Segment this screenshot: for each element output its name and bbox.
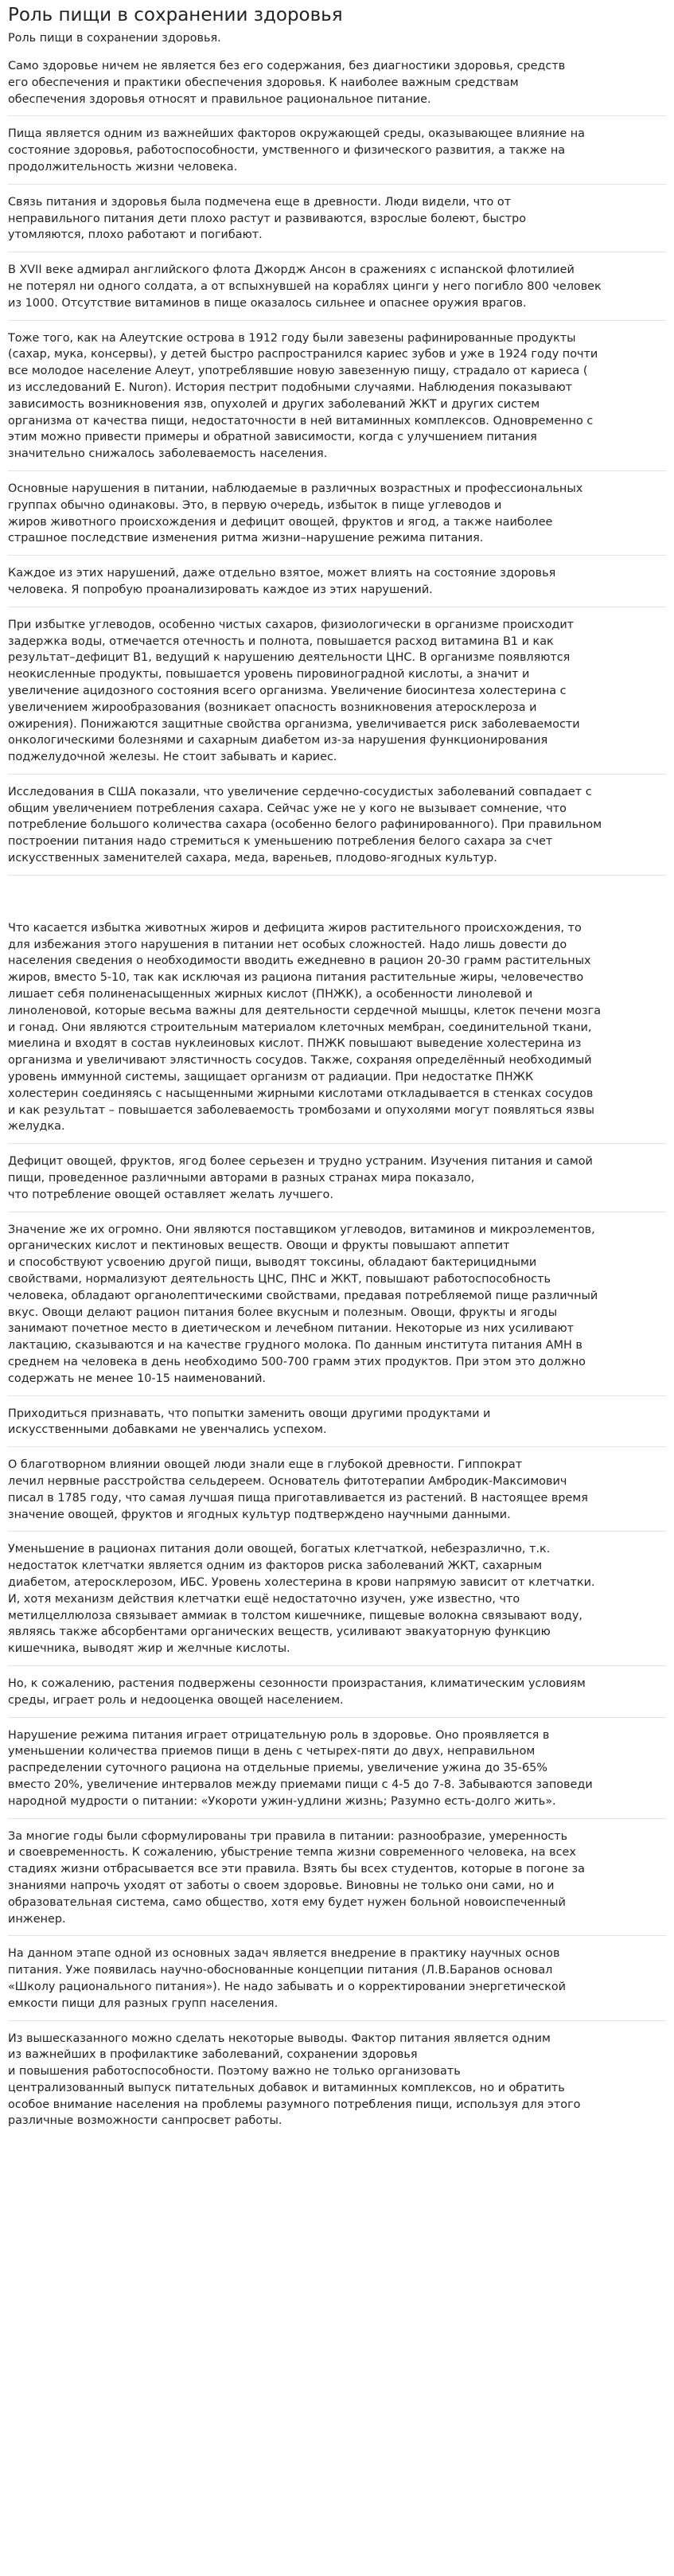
article-section	[8, 1541, 666, 1666]
article-paragraph: Тоже того, как на Алеутские острова в 1912 году были завезены рафинированные продукты (сахар, мука, консервы), у детей быстро распространился кариес зубов и уже в 1924 году почти все молодое население Алеут, употреблявшие новую завезенную пищу, страдало от кариеса ( из исследований E. Nuron). История пестрит подобными случаями. Наблюдения показывают зависимость возникновения язв, опухолей и других заболеваний ЖКТ и других систем организма от качества пищи, недостаточности в ней витаминных комплексов. Одновременно с этим можно привести примеры и обратной зависимости, когда с улучшением питания значительно снижалось заболеваемость населения.	[8, 331, 598, 461]
article-paragraph: За многие годы были сформулированы три правила в питании: разнообразие, умеренность и своевременность. К сожалению, убыстрение темпа жизни современного человека, на всех стадиях жизни отбрасывается все эти правила. Взять бы всех студентов, которые в погоне за знаниями напрочь уходят от заботы о своем здоровье. Виновны не только они сами, но и образовательная система, само общество, хотя ему будет нужен больной новоиспеченный инженер.	[8, 1829, 585, 1926]
article-section	[8, 194, 666, 252]
article-section	[8, 58, 666, 116]
article-paragraph: Уменьшение в рационах питания доли овощей, богатых клетчаткой, небезразлично, т.к. недостаток клетчатки является одним из факторов риска заболеваний ЖКТ, сахарным диабетом, атеросклерозом, ИБС. Уровень холестерина в крови напрямую зависит от клетчатки. И, хотя механизм действия клетчатки ещё недостаточно изучен, уже известно, что метилцеллюлоза связывает аммиак в толстом кишечнике, пищевые волокна связывают воду, являясь также абсорбентами органических веществ, усиливают эвакуаторную функцию кишечника, выводят жир и желчные кислоты.	[8, 1543, 595, 1656]
article-section	[8, 920, 666, 1144]
article-section	[8, 330, 666, 471]
article-paragraph: При избытке углеводов, особенно чистых сахаров, физиологически в организме происходит задержка воды, отмечается отечность и полнота, повышается расход витамина В1 и как результат–дефицит В1, ведущий к нарушению деятельности ЦНС. В организме появляются неокисленные продукты, повышается уровень пировиноградной кислоты, а значит и увеличение ацидозного состояния всего организма. Увеличение биосинтеза холестерина с увеличением жирообразования (возникает опасность возникновения атеросклероза и ожирения). Понижаются защитные свойства организма, увеличивается риск заболеваемости онкологическими болезнями и сахарным диабетом из-за нарушения функционирования поджелудочной железы. Не стоит забывать и кариес.	[8, 618, 580, 764]
article-section	[8, 1727, 666, 1819]
article-paragraph: О благотворном влиянии овощей люди знали еще в глубокой древности. Гиппократ лечил нервные расстройства сельдереем. Основатель фитотерапии Амбродик-Максимович писал в 1785 году, что самая лучшая пища приготавливается из растений. В настоящее время значение овощей, фруктов и ягодных культур подтверждено научными данными.	[8, 1458, 588, 1521]
article-paragraph: Из вышесказанного можно сделать некоторые выводы. Фактор питания является одним из важнейших в профилактике заболеваний, сохранении здоровья и повышения работоспособности. Поэтому важно не только организовать централизованный выпуск питательных добавок и витаминных комплексов, но и обратить особое внимание населения на проблемы разумного потребления пищи, используя для этого различные возможности санпросвет работы.	[8, 2032, 581, 2128]
article-paragraph: Основные нарушения в питании, наблюдаемые в различных возрастных и профессиональных группах обычно одинаковы. Это, в первую очередь, избыток в пище углеводов и жиров животного происхождения и дефицит овощей, фруктов и ягод, а также наиболее страшное последствие изменения ритма жизни–нарушение режима питания.	[8, 482, 583, 545]
section-spacer	[8, 885, 666, 920]
article-section	[8, 1153, 666, 1212]
article-section	[8, 1406, 666, 1448]
article-section	[8, 617, 666, 775]
article-section	[8, 1457, 666, 1532]
article-paragraph: Пища является одним из важнейших факторов окружающей среды, оказывающее влияние на состояние здоровья, работоспособности, умственного и физического развития, а также на продолжительность жизни человека.	[8, 127, 585, 174]
article-section	[8, 1676, 666, 1718]
article-section	[8, 565, 666, 607]
article-paragraph: Связь питания и здоровья была подмечена еще в древности. Люди видели, что от неправильного питания дети плохо растут и развиваются, взрослые болеют, быстро утомляются, плохо работают и погибают.	[8, 195, 527, 242]
article-paragraph: Значение же их огромно. Они являются поставщиком углеводов, витаминов и микроэлементов, органических кислот и пектиновых веществ. Овощи и фрукты повышают аппетит и способствуют усвоению другой пищи, выводят токсины, обладают бактерицидными свойствами, нормализуют деятельность ЦНС, ПНС и ЖКТ, повышают работоспособность человека, обладают органолептическими свойствами, предавая потребляемой пище различный вкус. Овощи делают рацион питания более вкусным и полезным. Овощи, фрукты и ягоды занимают почетное место в диетическом и лечебном питании. Некоторые из них усиливают лактацию, сказываются и на качестве грудного молока. По данным института питания АМН в среднем на человека в день необходимо 500-700 грамм этих продуктов. При этом это должно содержать не менее 10-15 наименований.	[8, 1223, 598, 1385]
article-section	[8, 262, 666, 320]
article-section	[8, 1829, 666, 1937]
article-paragraph: Что касается избытка животных жиров и дефицита жиров растительного происхождения, то для избежания этого нарушения в питании нет особых сложностей. Надо лишь довести до населения сведения о необходимости вводить ежедневно в рацион 20-30 грамм растительных жиров, вместо 5-10, так как исключая из рациона питания растительные жиры, человечество лишает себя полиненасыщенных жирных кислот (ПНЖК), а особенности линолевой и линоленовой, которые весьма важны для деятельности сердечной мышцы, клеток печени мозга и гонад. Они являются строительным материалом клеточных мембран, соединительной ткани, миелина и входят в состав нуклеиновых кислот. ПНЖК повышают выведение холестерина из организма и увеличивают элястичность сосудов. Также, сохраняя определённый необходимый уровень иммунной системы, защищает организм от радиации. При недостатке ПНЖК холестерин соединяясь с насыщенными жирными кислотами откладывается в стенках сосудов и как результат – повышается заболеваемость тромбозами и опухолями могут появляться язвы желудка.	[8, 921, 602, 1134]
page-title: Роль пищи в сохранении здоровья	[8, 5, 343, 25]
article-subtitle: Роль пищи в сохранении здоровья.	[8, 32, 221, 45]
article-section	[8, 126, 666, 184]
article-paragraph: На данном этапе одной из основных задач является внедрение в практику научных основ питания. Уже появилась научно-обоснованные концепции питания (Л.В.Баранов основал «Школу рационального питания»). Не надо забывать и о корректировании энергетической емкости пищи для разных групп населения.	[8, 1947, 566, 2010]
article-paragraph: Дефицит овощей, фруктов, ягод более серьезен и трудно устраним. Изучения питания и самой пищи, проведенное различными авторами в разных странах мира показало, что потребление овощей оставляет желать лучшего.	[8, 1155, 593, 1201]
article-section	[8, 784, 666, 876]
article-section	[8, 1946, 666, 2020]
article-paragraph: В XVII веке адмирал английского флота Джордж Ансон в сражениях с испанской флотилией не потерял ни одного солдата, а от вспыхнувшей на кораблях цинги у него погибло 800 человек из 1000. Отсутствие витаминов в пище оказалось сильнее и опаснее оружия врагов.	[8, 263, 602, 310]
article-section	[8, 481, 666, 556]
article-paragraph: Исследования в США показали, что увеличение сердечно-сосудистых заболеваний совпадает с общим увеличением потребления сахара. Сейчас уже не у кого не вызывает сомнение, что потребление большого количества сахара (особенно белого рафинированного). При правильном построении питания надо стремиться к уменьшению потребления белого сахара за счет искусственных заменителей сахара, меда, вареньев, плодово-ягодных культур.	[8, 785, 602, 865]
article-paragraph: Приходиться признавать, что попытки заменить овощи другими продуктами и искусственными добавками не увенчались успехом.	[8, 1407, 491, 1437]
article-body	[8, 58, 666, 2137]
article-paragraph: Каждое из этих нарушений, даже отдельно взятое, может влиять на состояние здоровья человека. Я попробую проанализировать каждое из этих нарушений.	[8, 567, 556, 596]
article-paragraph: Само здоровье ничем не является без его содержания, без диагностики здоровья, средств его обеспечения и практики обеспечения здоровья. К наиболее важным средствам обеспечения здоровья относят и правильное рациональное питание.	[8, 60, 566, 106]
article-section	[8, 1222, 666, 1396]
article-paragraph: Но, к сожалению, растения подвержены сезонности произрастания, климатическим условиям среды, играет роль и недооценка овощей населением.	[8, 1676, 586, 1707]
article-paragraph: Нарушение режима питания играет отрицательную роль в здоровье. Оно проявляется в уменьшении количества приемов пищи в день с четырех-пяти до двух, неправильном распределении суточного рациона на отдельные приемы, увеличение ужина до 35-65% вместо 20%, увеличение интервалов между приемами пищи с 4-5 до 7-8. Забываются заповеди народной мудрости о питании: «Укороти ужин-удлини жизнь; Разумно есть-долго жить».	[8, 1728, 593, 1808]
article-section	[8, 2031, 666, 2138]
